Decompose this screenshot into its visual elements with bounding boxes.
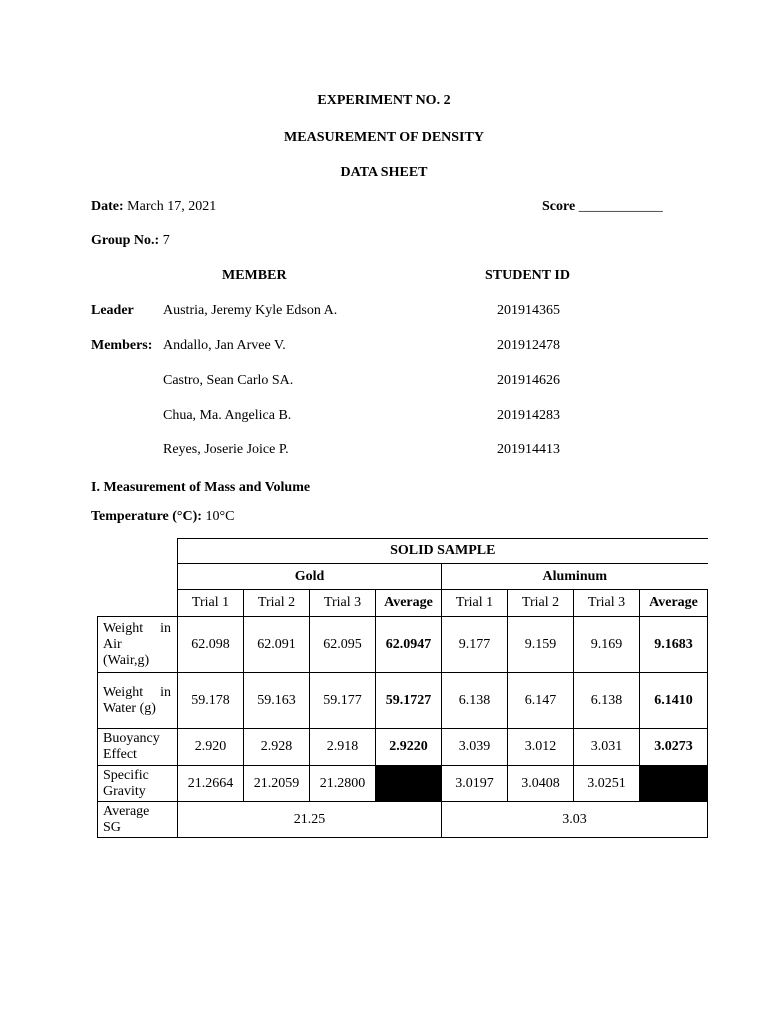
column-header-row	[98, 590, 708, 617]
experiment-number: EXPERIMENT NO. 2	[317, 93, 451, 108]
table-cell: 59.1727	[376, 673, 442, 729]
group-header-aluminum: Aluminum	[442, 564, 708, 590]
members-label: Members:	[91, 338, 153, 353]
column-header: Trial 1	[178, 590, 244, 617]
blacked-out-cell	[640, 766, 708, 802]
group-label: Group No.:	[91, 233, 160, 248]
table-row	[98, 802, 708, 838]
column-header: Trial 2	[244, 590, 310, 617]
table-cell: 6.1410	[640, 673, 708, 729]
table-cell: 3.0408	[508, 766, 574, 802]
table-cell: 21.2059	[244, 766, 310, 802]
date-line	[91, 199, 216, 215]
column-header: Trial 3	[574, 590, 640, 617]
student-id: 201914283	[497, 408, 560, 423]
leader-label: Leader	[91, 303, 134, 318]
date-label: Date:	[91, 199, 124, 214]
student-id: 201914365	[497, 303, 560, 318]
temperature-label: Temperature (°C):	[91, 509, 202, 524]
solid-sample-table	[97, 538, 708, 838]
table-cell: 9.177	[442, 617, 508, 673]
table-cell: 21.2664	[178, 766, 244, 802]
table-cell: 9.1683	[640, 617, 708, 673]
row-label: Weight in Water (g)	[98, 673, 178, 729]
date-value: March 17, 2021	[127, 199, 217, 214]
member-name: Andallo, Jan Arvee V.	[163, 338, 286, 353]
table-cell: 3.012	[508, 729, 574, 766]
temperature-line	[91, 509, 234, 525]
score-line	[542, 199, 663, 215]
member-header: MEMBER	[222, 268, 287, 283]
table-cell: 3.0197	[442, 766, 508, 802]
column-header: Trial 2	[508, 590, 574, 617]
gold-average-sg: 21.25	[178, 802, 442, 838]
table-cell: 3.039	[442, 729, 508, 766]
group-value: 7	[162, 233, 170, 248]
row-label: Weight in Air (Wair,g)	[98, 617, 178, 673]
table-cell: 6.147	[508, 673, 574, 729]
table-cell: 2.920	[178, 729, 244, 766]
column-header: Trial 1	[442, 590, 508, 617]
blacked-out-cell	[376, 766, 442, 802]
table-title: SOLID SAMPLE	[178, 539, 708, 564]
table-cell: 6.138	[574, 673, 640, 729]
table-cell: 9.159	[508, 617, 574, 673]
member-name: Reyes, Joserie Joice P.	[163, 442, 289, 457]
student-id-header: STUDENT ID	[485, 268, 570, 283]
member-name: Austria, Jeremy Kyle Edson A.	[163, 303, 338, 318]
table-cell: 59.163	[244, 673, 310, 729]
row-label: Average SG	[98, 802, 178, 838]
column-header: Trial 3	[310, 590, 376, 617]
table-row	[98, 617, 708, 673]
row-label: Specific Gravity	[98, 766, 178, 802]
table-cell: 3.0251	[574, 766, 640, 802]
temperature-value: 10°C	[205, 509, 235, 524]
table-cell: 21.2800	[310, 766, 376, 802]
table-corner	[98, 539, 178, 564]
group-line	[91, 233, 170, 249]
table-cell: 9.169	[574, 617, 640, 673]
table-cell: 62.098	[178, 617, 244, 673]
score-blank: ____________	[578, 199, 663, 214]
column-header: Average	[376, 590, 442, 617]
row-label: Buoyancy Effect	[98, 729, 178, 766]
group-header-gold: Gold	[178, 564, 442, 590]
table-cell: 62.095	[310, 617, 376, 673]
table-cell: 62.091	[244, 617, 310, 673]
table-cell: 6.138	[442, 673, 508, 729]
table-cell: 2.9220	[376, 729, 442, 766]
table-cell: 3.0273	[640, 729, 708, 766]
section-heading: I. Measurement of Mass and Volume	[91, 480, 311, 495]
table-cell: 59.178	[178, 673, 244, 729]
experiment-title: MEASUREMENT OF DENSITY	[284, 130, 484, 145]
table-cell: 2.918	[310, 729, 376, 766]
table-cell: 62.0947	[376, 617, 442, 673]
table-row	[98, 766, 708, 802]
table-cell: 59.177	[310, 673, 376, 729]
column-header: Average	[640, 590, 708, 617]
table-cell: 2.928	[244, 729, 310, 766]
student-id: 201912478	[497, 338, 560, 353]
student-id: 201914626	[497, 373, 560, 388]
member-name: Castro, Sean Carlo SA.	[163, 373, 294, 388]
score-label: Score	[542, 199, 576, 214]
table-row	[98, 673, 708, 729]
aluminum-average-sg: 3.03	[442, 802, 708, 838]
table-row	[98, 729, 708, 766]
student-id: 201914413	[497, 442, 560, 457]
member-name: Chua, Ma. Angelica B.	[163, 408, 292, 423]
data-sheet-title: DATA SHEET	[340, 165, 428, 180]
table-cell: 3.031	[574, 729, 640, 766]
